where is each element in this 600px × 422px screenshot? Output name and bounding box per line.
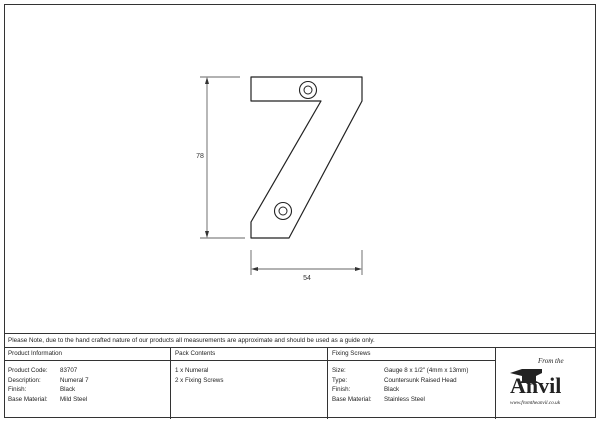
from-the-anvil-logo bbox=[496, 349, 594, 417]
description-row bbox=[8, 376, 170, 386]
logo-from-the: From the bbox=[538, 357, 564, 365]
row-value: Countersunk Raised Head bbox=[384, 376, 457, 384]
pack-contents-section bbox=[171, 348, 328, 419]
row-label: Product Code: bbox=[8, 367, 48, 374]
screw-finish-row bbox=[332, 385, 495, 395]
row-value: Numeral 7 bbox=[60, 376, 89, 384]
row-value: 83707 bbox=[60, 367, 78, 374]
row-label: Base Material: bbox=[332, 395, 372, 403]
logo-brand: Anvil bbox=[510, 373, 562, 398]
row-value: Black bbox=[384, 386, 400, 393]
screw-type-row bbox=[332, 376, 495, 386]
numeral-seven-outline bbox=[251, 77, 362, 238]
fixing-screws-section bbox=[328, 348, 496, 419]
row-value: Mild Steel bbox=[60, 395, 88, 403]
product-information-heading: Product Information bbox=[4, 348, 170, 361]
row-label: Finish: bbox=[8, 386, 27, 393]
product-code-row bbox=[8, 366, 170, 376]
product-information-section bbox=[4, 348, 171, 419]
row-value: Gauge 8 x 1/2" (4mm x 13mm) bbox=[384, 367, 469, 374]
screw-size-row bbox=[332, 366, 495, 376]
row-label: Type: bbox=[332, 376, 348, 384]
height-dimension-label: 78 bbox=[196, 153, 204, 160]
measurement-note: Please Note, due to the hand crafted nature of our products all measurements are approximate and should be used as a guide only. bbox=[4, 333, 596, 347]
pack-item: 1 x Numeral bbox=[175, 367, 209, 374]
row-label: Description: bbox=[8, 376, 41, 384]
row-label: Finish: bbox=[332, 386, 351, 393]
finish-row bbox=[8, 385, 170, 395]
bottom-screw-hole bbox=[275, 203, 292, 220]
width-dimension bbox=[251, 250, 362, 275]
row-label: Size: bbox=[332, 367, 346, 374]
base-material-row bbox=[8, 395, 170, 405]
row-label: Base Material: bbox=[8, 395, 48, 403]
fixing-screws-heading: Fixing Screws bbox=[328, 348, 495, 361]
top-screw-hole bbox=[300, 82, 317, 99]
row-value: Black bbox=[60, 386, 76, 393]
logo-url: www.fromtheanvil.co.uk bbox=[510, 400, 560, 406]
screw-base-material-row bbox=[332, 395, 495, 405]
pack-contents-heading: Pack Contents bbox=[171, 348, 327, 361]
height-dimension bbox=[200, 77, 245, 238]
row-value: Stainless Steel bbox=[384, 395, 425, 403]
pack-item: 2 x Fixing Screws bbox=[175, 376, 224, 384]
width-dimension-label: 54 bbox=[303, 275, 311, 282]
